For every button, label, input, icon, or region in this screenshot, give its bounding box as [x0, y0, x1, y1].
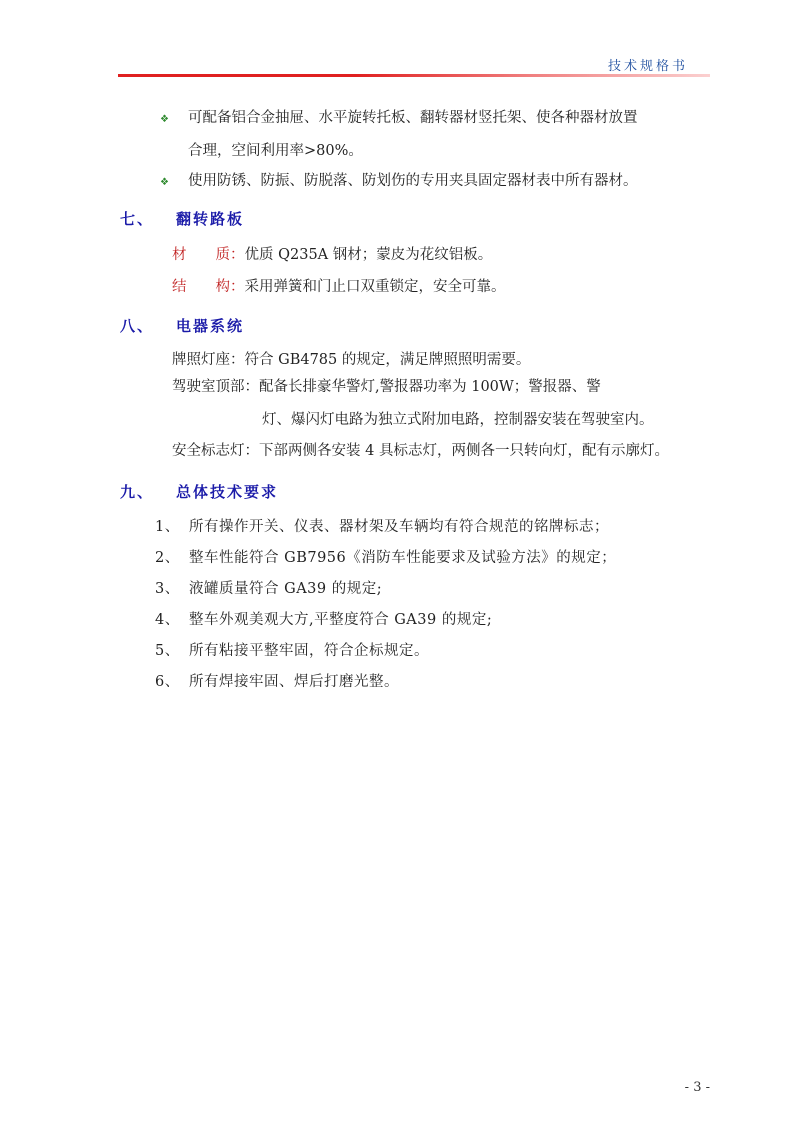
item-text: 整车性能符合 GB7956《消防车性能要求及试验方法》的规定；: [189, 550, 617, 566]
section-8-line-3: 灯、爆闪灯电路为独立式附加电路，控制器安装在驾驶室内。: [262, 412, 654, 428]
requirement-item: [155, 517, 609, 537]
section-8-line-4: 安全标志灯：下部两侧各安装 4 具标志灯，两侧各一只转向灯，配有示廓灯。: [172, 443, 669, 459]
bullet-1-line-2: 合理，空间利用率>80%。: [188, 143, 363, 159]
diamond-bullet-icon: ❖: [160, 114, 169, 125]
item-number: 1、: [155, 519, 180, 535]
section-7-number: 七、: [120, 210, 155, 228]
section-8-title: 电器系统: [176, 317, 245, 335]
material-label: 材 质：: [172, 247, 245, 263]
diamond-bullet-icon: ❖: [160, 177, 169, 188]
bullet-2-line-1: 使用防锈、防振、防脱落、防划伤的专用夹具固定器材表中所有器材。: [188, 173, 638, 189]
material-text: 优质 Q235A 钢材；蒙皮为花纹铝板。: [244, 247, 493, 263]
requirement-item: [155, 672, 399, 692]
item-text: 液罐质量符合 GA39 的规定;: [189, 581, 383, 597]
section-7-row-material: [172, 245, 492, 265]
structure-text: 采用弹簧和门止口双重锁定，安全可靠。: [244, 279, 506, 295]
item-number: 6、: [155, 674, 180, 690]
section-8-heading: [120, 315, 244, 336]
item-number: 5、: [155, 643, 180, 659]
section-7-heading: [120, 208, 244, 229]
section-7-title: 翻转路板: [176, 210, 245, 228]
page-number: - 3 -: [684, 1080, 710, 1095]
header-title: 技术规格书: [607, 59, 688, 74]
structure-label: 结 构：: [172, 279, 245, 295]
section-7-row-structure: [172, 277, 506, 297]
section-8-line-2: 驾驶室顶部：配备长排豪华警灯,警报器功率为 100W；警报器、警: [172, 379, 601, 395]
section-9-heading: [120, 481, 278, 502]
requirement-item: [155, 641, 429, 661]
item-text: 整车外观美观大方,平整度符合 GA39 的规定;: [189, 612, 493, 628]
requirement-item: [155, 579, 382, 599]
bullet-1-line-1: 可配备铝合金抽屉、水平旋转托板、翻转器材竖托架、使各种器材放置: [188, 110, 638, 126]
requirement-item: [155, 548, 616, 568]
section-9-number: 九、: [120, 483, 155, 501]
header-divider: [118, 74, 710, 77]
item-number: 2、: [155, 550, 180, 566]
section-9-title: 总体技术要求: [176, 483, 279, 501]
item-number: 3、: [155, 581, 180, 597]
item-text: 所有操作开关、仪表、器材架及车辆均有符合规范的铭牌标志；: [189, 519, 609, 535]
section-8-line-1: 牌照灯座：符合 GB4785 的规定，满足牌照照明需要。: [172, 352, 531, 368]
section-8-number: 八、: [120, 317, 155, 335]
item-text: 所有粘接平整牢固，符合企标规定。: [189, 643, 429, 659]
requirement-item: [155, 610, 492, 630]
item-number: 4、: [155, 612, 180, 628]
item-text: 所有焊接牢固、焊后打磨光整。: [189, 674, 399, 690]
